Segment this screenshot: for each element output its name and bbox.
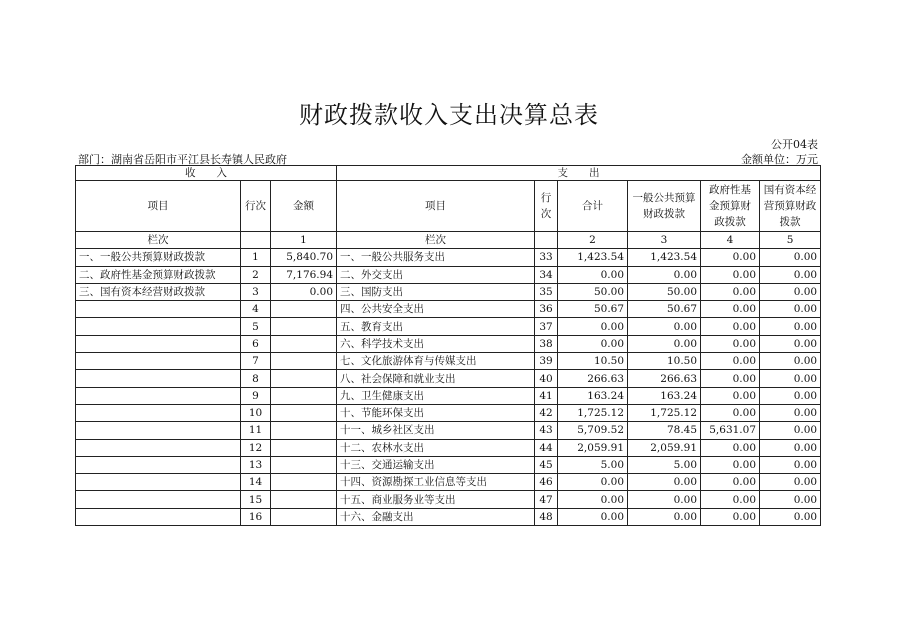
table-row (76, 335, 821, 352)
income-item-cell: 二、政府性基金预算财政拨款 (76, 266, 241, 283)
expense-row-no-cell: 47 (535, 491, 558, 508)
general-budget-cell: 163.24 (628, 387, 701, 404)
table-row (76, 353, 821, 370)
state-capital-cell: 0.00 (760, 474, 821, 491)
total-cell: 0.00 (558, 318, 628, 335)
expense-item-cell: 十、节能环保支出 (337, 404, 535, 421)
gov-fund-cell: 0.00 (701, 283, 760, 300)
income-row-no-cell: 12 (241, 439, 271, 456)
expense-row-no-cell: 43 (535, 422, 558, 439)
table-row (76, 456, 821, 473)
expense-row-no-cell: 44 (535, 439, 558, 456)
income-row-no-cell: 4 (241, 301, 271, 318)
income-section-header: 收 入 (76, 166, 337, 181)
income-amount-cell (271, 474, 337, 491)
income-row-no-cell: 13 (241, 456, 271, 473)
form-code: 公开04表 (771, 138, 818, 151)
income-amount-cell (271, 335, 337, 352)
income-item-cell: 三、国有资本经营财政拨款 (76, 283, 241, 300)
general-budget-cell: 0.00 (628, 491, 701, 508)
income-amount-cell (271, 422, 337, 439)
gov-fund-cell: 0.00 (701, 404, 760, 421)
expense-item-cell: 十三、交通运输支出 (337, 456, 535, 473)
col-index-gov-fund: 4 (701, 232, 760, 249)
income-amount-cell (271, 387, 337, 404)
gov-fund-cell: 0.00 (701, 353, 760, 370)
table-row (76, 370, 821, 387)
expense-row-no-cell: 36 (535, 301, 558, 318)
gov-fund-cell: 0.00 (701, 474, 760, 491)
expense-row-no-cell: 38 (535, 335, 558, 352)
gov-fund-cell: 0.00 (701, 301, 760, 318)
general-budget-cell: 0.00 (628, 474, 701, 491)
income-item-cell (76, 335, 241, 352)
gov-fund-cell: 0.00 (701, 266, 760, 283)
expense-row-no-cell: 37 (535, 318, 558, 335)
state-capital-cell: 0.00 (760, 301, 821, 318)
income-row-no-cell: 3 (241, 283, 271, 300)
col-header-expense-item: 项目 (337, 181, 535, 232)
table-row (76, 404, 821, 421)
total-cell: 163.24 (558, 387, 628, 404)
income-amount-cell (271, 318, 337, 335)
table-row (76, 387, 821, 404)
expense-row-no-cell: 46 (535, 474, 558, 491)
general-budget-cell: 0.00 (628, 335, 701, 352)
income-row-no-cell: 1 (241, 249, 271, 266)
income-item-cell (76, 422, 241, 439)
general-budget-cell: 50.00 (628, 283, 701, 300)
state-capital-cell: 0.00 (760, 508, 821, 525)
expense-row-no-cell: 39 (535, 353, 558, 370)
income-item-cell (76, 404, 241, 421)
department-label: 部门：湖南省岳阳市平江县长寿镇人民政府 (78, 153, 287, 166)
total-cell: 1,423.54 (558, 249, 628, 266)
total-cell: 0.00 (558, 491, 628, 508)
expense-item-cell: 八、社会保障和就业支出 (337, 370, 535, 387)
page-title: 财政拨款收入支出决算总表 (299, 101, 599, 129)
income-row-no-cell: 2 (241, 266, 271, 283)
income-item-cell (76, 456, 241, 473)
col-index-expense-label: 栏次 (337, 232, 535, 249)
income-row-no-cell: 15 (241, 491, 271, 508)
income-amount-cell: 5,840.70 (271, 249, 337, 266)
income-row-no-cell: 8 (241, 370, 271, 387)
general-budget-cell: 1,423.54 (628, 249, 701, 266)
total-cell: 2,059.91 (558, 439, 628, 456)
gov-fund-cell: 0.00 (701, 370, 760, 387)
income-amount-cell (271, 353, 337, 370)
income-item-cell (76, 491, 241, 508)
expense-row-no-cell: 35 (535, 283, 558, 300)
general-budget-cell: 1,725.12 (628, 404, 701, 421)
income-amount-cell: 0.00 (271, 283, 337, 300)
income-item-cell (76, 387, 241, 404)
table-row (76, 283, 821, 300)
table-row (76, 266, 821, 283)
gov-fund-cell: 0.00 (701, 387, 760, 404)
income-amount-cell: 7,176.94 (271, 266, 337, 283)
income-amount-cell (271, 370, 337, 387)
income-amount-cell (271, 404, 337, 421)
expense-row-no-cell: 48 (535, 508, 558, 525)
general-budget-cell: 0.00 (628, 266, 701, 283)
col-header-expense-row-no: 行次 (535, 181, 558, 232)
general-budget-cell: 266.63 (628, 370, 701, 387)
table-row (76, 318, 821, 335)
state-capital-cell: 0.00 (760, 249, 821, 266)
income-row-no-cell: 5 (241, 318, 271, 335)
state-capital-cell: 0.00 (760, 335, 821, 352)
col-header-income-amount: 金额 (271, 181, 337, 232)
state-capital-cell: 0.00 (760, 422, 821, 439)
income-item-cell (76, 474, 241, 491)
gov-fund-cell: 0.00 (701, 508, 760, 525)
total-cell: 0.00 (558, 508, 628, 525)
income-amount-cell (271, 439, 337, 456)
income-row-no-cell: 14 (241, 474, 271, 491)
gov-fund-cell: 5,631.07 (701, 422, 760, 439)
income-row-no-cell: 7 (241, 353, 271, 370)
general-budget-cell: 2,059.91 (628, 439, 701, 456)
expense-row-no-cell: 41 (535, 387, 558, 404)
income-amount-cell (271, 508, 337, 525)
income-amount-cell (271, 491, 337, 508)
expense-item-cell: 九、卫生健康支出 (337, 387, 535, 404)
state-capital-cell: 0.00 (760, 387, 821, 404)
income-row-no-cell: 11 (241, 422, 271, 439)
gov-fund-cell: 0.00 (701, 491, 760, 508)
expense-section-header: 支 出 (337, 166, 821, 181)
table-row (76, 249, 821, 266)
general-budget-cell: 0.00 (628, 318, 701, 335)
total-cell: 1,725.12 (558, 404, 628, 421)
total-cell: 10.50 (558, 353, 628, 370)
expense-item-cell: 四、公共安全支出 (337, 301, 535, 318)
state-capital-cell: 0.00 (760, 353, 821, 370)
gov-fund-cell: 0.00 (701, 335, 760, 352)
col-header-gov-fund: 政府性基金预算财政拨款 (701, 181, 760, 232)
table-row (76, 422, 821, 439)
general-budget-cell: 78.45 (628, 422, 701, 439)
general-budget-cell: 5.00 (628, 456, 701, 473)
col-header-income-row-no: 行次 (241, 181, 271, 232)
income-row-no-cell: 10 (241, 404, 271, 421)
state-capital-cell: 0.00 (760, 370, 821, 387)
expense-row-no-cell: 45 (535, 456, 558, 473)
expense-item-cell: 七、文化旅游体育与传媒支出 (337, 353, 535, 370)
col-index-state-capital: 5 (760, 232, 821, 249)
gov-fund-cell: 0.00 (701, 318, 760, 335)
budget-table (75, 165, 821, 526)
col-index-label: 栏次 (76, 232, 241, 249)
total-cell: 5.00 (558, 456, 628, 473)
state-capital-cell: 0.00 (760, 491, 821, 508)
income-item-cell: 一、一般公共预算财政拨款 (76, 249, 241, 266)
expense-item-cell: 十二、农林水支出 (337, 439, 535, 456)
income-item-cell (76, 370, 241, 387)
income-row-no-cell: 16 (241, 508, 271, 525)
col-header-total: 合计 (558, 181, 628, 232)
expense-item-cell: 三、国防支出 (337, 283, 535, 300)
income-amount-cell (271, 301, 337, 318)
col-header-income-item: 项目 (76, 181, 241, 232)
general-budget-cell: 10.50 (628, 353, 701, 370)
expense-row-no-cell: 40 (535, 370, 558, 387)
state-capital-cell: 0.00 (760, 456, 821, 473)
income-item-cell (76, 508, 241, 525)
income-row-no-cell: 9 (241, 387, 271, 404)
income-row-no-cell: 6 (241, 335, 271, 352)
expense-item-cell: 一、一般公共服务支出 (337, 249, 535, 266)
expense-item-cell: 五、教育支出 (337, 318, 535, 335)
general-budget-cell: 50.67 (628, 301, 701, 318)
state-capital-cell: 0.00 (760, 318, 821, 335)
expense-row-no-cell: 34 (535, 266, 558, 283)
gov-fund-cell: 0.00 (701, 456, 760, 473)
income-item-cell (76, 439, 241, 456)
table-row (76, 491, 821, 508)
gov-fund-cell: 0.00 (701, 249, 760, 266)
total-cell: 5,709.52 (558, 422, 628, 439)
expense-item-cell: 十一、城乡社区支出 (337, 422, 535, 439)
col-index-total: 2 (558, 232, 628, 249)
total-cell: 0.00 (558, 335, 628, 352)
state-capital-cell: 0.00 (760, 439, 821, 456)
income-item-cell (76, 318, 241, 335)
col-index-general-budget: 3 (628, 232, 701, 249)
table-row (76, 474, 821, 491)
expense-row-no-cell: 33 (535, 249, 558, 266)
general-budget-cell: 0.00 (628, 508, 701, 525)
gov-fund-cell: 0.00 (701, 439, 760, 456)
total-cell: 0.00 (558, 474, 628, 491)
col-header-state-capital: 国有资本经营预算财政拨款 (760, 181, 821, 232)
expense-item-cell: 十六、金融支出 (337, 508, 535, 525)
col-index-income-amount: 1 (271, 232, 337, 249)
state-capital-cell: 0.00 (760, 283, 821, 300)
expense-item-cell: 二、外交支出 (337, 266, 535, 283)
total-cell: 0.00 (558, 266, 628, 283)
income-item-cell (76, 301, 241, 318)
unit-label: 金额单位：万元 (741, 153, 818, 166)
income-amount-cell (271, 456, 337, 473)
table-row (76, 301, 821, 318)
expense-row-no-cell: 42 (535, 404, 558, 421)
total-cell: 50.67 (558, 301, 628, 318)
state-capital-cell: 0.00 (760, 266, 821, 283)
state-capital-cell: 0.00 (760, 404, 821, 421)
table-row (76, 508, 821, 525)
expense-item-cell: 十四、资源勘探工业信息等支出 (337, 474, 535, 491)
total-cell: 50.00 (558, 283, 628, 300)
expense-item-cell: 六、科学技术支出 (337, 335, 535, 352)
col-header-general-budget: 一般公共预算财政拨款 (628, 181, 701, 232)
table-row (76, 439, 821, 456)
expense-item-cell: 十五、商业服务业等支出 (337, 491, 535, 508)
total-cell: 266.63 (558, 370, 628, 387)
income-item-cell (76, 353, 241, 370)
